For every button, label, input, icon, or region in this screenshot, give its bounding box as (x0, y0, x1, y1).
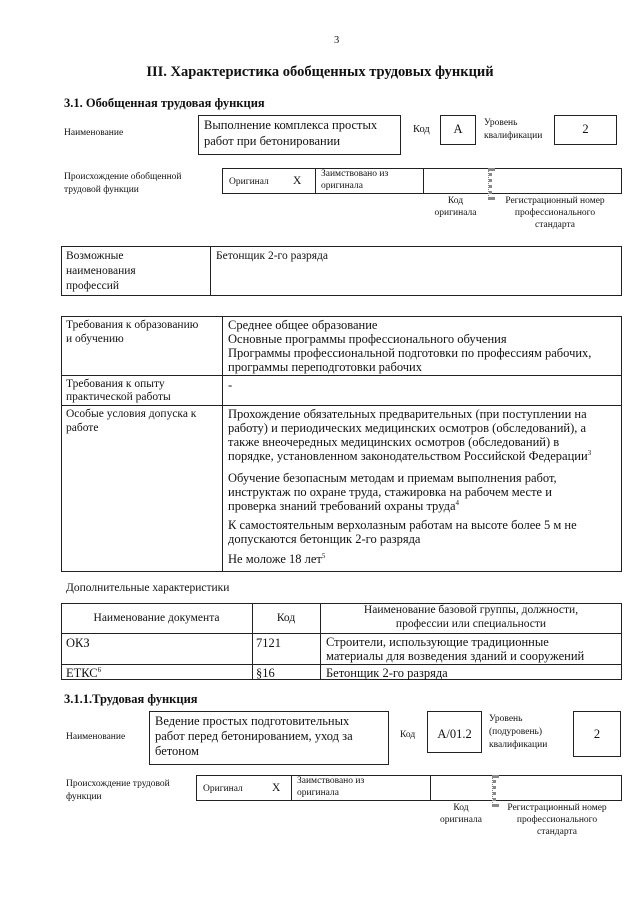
row-okz-code: 7121 (256, 636, 281, 650)
gtf-reg-2: профессионального (514, 208, 596, 218)
experience-value: - (228, 378, 233, 392)
col-name-header-2: профессии или специальности (395, 618, 547, 630)
tf-name-value-3: бетоном (155, 744, 199, 758)
gtf-heading: 3.1. Обобщенная трудовая функция (64, 96, 265, 110)
conditions-p4: Не моложе 18 лет$^5$ (228, 552, 326, 567)
section-title: III. Характеристика обобщенных трудовых функций (146, 64, 494, 80)
conditions-label-2: работе (66, 422, 99, 434)
row-okz-name-1: Строители, использующие традиционные (326, 635, 549, 649)
gtf-code-orig-2: оригинала (434, 208, 477, 218)
tf-level-label-1: Уровень (489, 714, 523, 724)
conditions-p2-2: инструктаж по охране труда, стажировка на рабочем месте и (228, 485, 552, 499)
gtf-name-value-2: работ при бетонировании (204, 134, 341, 148)
tf-borrowed-label-2: оригинала (297, 788, 339, 798)
gtf-level-label-2: квалификации (484, 131, 543, 141)
conditions-p1-3: также внеочередных медицинских осмотров (обследований) в (228, 435, 560, 449)
footnote-5: 5 (321, 552, 326, 560)
tf-origin-table (196, 775, 622, 801)
col-doc-header: Наименование документа (93, 612, 220, 624)
tf-code-label: Код (400, 730, 416, 740)
gtf-code-label: Код (413, 124, 430, 135)
tf-origin-label-2: функции (66, 792, 102, 802)
experience-label-1: Требования к опыту (66, 378, 165, 390)
footnote-3: 3 (587, 449, 592, 457)
experience-label-2: практической работы (66, 391, 171, 403)
tf-level-value: 2 (593, 727, 601, 741)
col-code-header: Код (276, 612, 296, 624)
gtf-borrowed-label-1: Заимствовано из (321, 169, 389, 179)
gtf-reg-1: Регистрационный номер (505, 196, 605, 206)
tf-code-orig-1: Код (453, 803, 469, 813)
conditions-label-1: Особые условия допуска к (66, 408, 197, 420)
gtf-borrowed-label-2: оригинала (321, 181, 363, 191)
row-etks-doc: ЕТКС$^6$ (66, 666, 102, 681)
gtf-level-value: 2 (582, 122, 589, 136)
row-etks-name: Бетонщик 2-го разряда (326, 666, 448, 680)
footnote-6: 6 (97, 666, 102, 674)
conditions-p1-2: работу) и периодических медицинских осмотров (обследований), а (228, 421, 587, 435)
gtf-original-mark: X (293, 175, 302, 187)
tf-reg-2: профессионального (516, 815, 598, 825)
conditions-p2-1: Обучение безопасным методам и приемам выполнения работ, (228, 471, 557, 485)
education-value-1: Среднее общее образование (228, 318, 378, 332)
tf-reg-1: Регистрационный номер (507, 803, 607, 813)
education-label-2: и обучению (66, 333, 124, 345)
gtf-original-label: Оригинал (229, 177, 269, 187)
conditions-p1-1: Прохождение обязательных предварительных (при поступлении на (228, 407, 587, 421)
conditions-p3-1: К самостоятельным верхолазным работам на высоте более 5 м не (228, 518, 577, 532)
tf-origin-label-1: Происхождение трудовой (66, 779, 170, 789)
education-value-2: Основные программы профессионального обучения (228, 332, 507, 346)
row-etks-code: §16 (256, 666, 275, 680)
tf-name-value-2: работ перед бетонированием, уход за (155, 729, 353, 743)
tf-reg-3: стандарта (537, 827, 577, 837)
conditions-p3-2: допускаются бетонщик 2-го разряда (228, 532, 421, 546)
education-label-1: Требования к образованию (66, 319, 199, 331)
additional-heading: Дополнительные характеристики (66, 582, 230, 594)
professions-table (61, 246, 622, 296)
gtf-name-value-1: Выполнение комплекса простых (204, 118, 378, 132)
gtf-code-value: А (453, 122, 463, 136)
professions-label-1: Возможные (66, 250, 124, 262)
tf-borrowed-label-1: Заимствовано из (297, 776, 365, 786)
gtf-level-label-1: Уровень (484, 118, 518, 128)
tf-original-mark: X (272, 782, 281, 794)
gtf-origin-label-2: трудовой функции (64, 185, 139, 195)
professions-value: Бетонщик 2-го разряда (216, 250, 328, 262)
tf-original-label: Оригинал (203, 784, 243, 794)
footnote-4: 4 (455, 499, 460, 507)
tf-level-label-2: (подуровень) (489, 727, 543, 737)
row-okz-name-2: материалы для возведения зданий и сооружений (326, 649, 585, 663)
tf-heading: 3.1.1.Трудовая функция (64, 692, 198, 706)
col-name-header-1: Наименование базовой группы, должности, (363, 604, 579, 616)
gtf-origin-label-1: Происхождение обобщенной (64, 172, 182, 182)
tf-name-value-1: Ведение простых подготовительных (155, 714, 350, 728)
tf-level-label-3: квалификации (489, 740, 548, 750)
tf-code-orig-2: оригинала (440, 815, 482, 825)
gtf-name-label: Наименование (64, 128, 124, 138)
gtf-origin-table (222, 168, 622, 194)
page-number: 3 (334, 35, 340, 46)
row-okz-doc: ОКЗ (66, 636, 90, 650)
professions-label-2: наименования (66, 265, 136, 277)
education-value-4: программы переподготовки рабочих (228, 360, 422, 374)
education-value-3: Программы профессиональной подготовки по профессиям рабочих, (228, 346, 592, 360)
conditions-p2-3: проверка знаний требований охраны труда$^4$ (228, 499, 460, 514)
tf-name-label: Наименование (66, 732, 126, 742)
conditions-p1-4: порядке, установленном законодательством Российской Федерации$^3$ (228, 449, 592, 464)
professions-label-3: профессий (66, 280, 120, 292)
tf-code-value: А/01.2 (437, 727, 472, 741)
gtf-reg-3: стандарта (535, 220, 575, 230)
gtf-code-orig-1: Код (447, 196, 464, 206)
